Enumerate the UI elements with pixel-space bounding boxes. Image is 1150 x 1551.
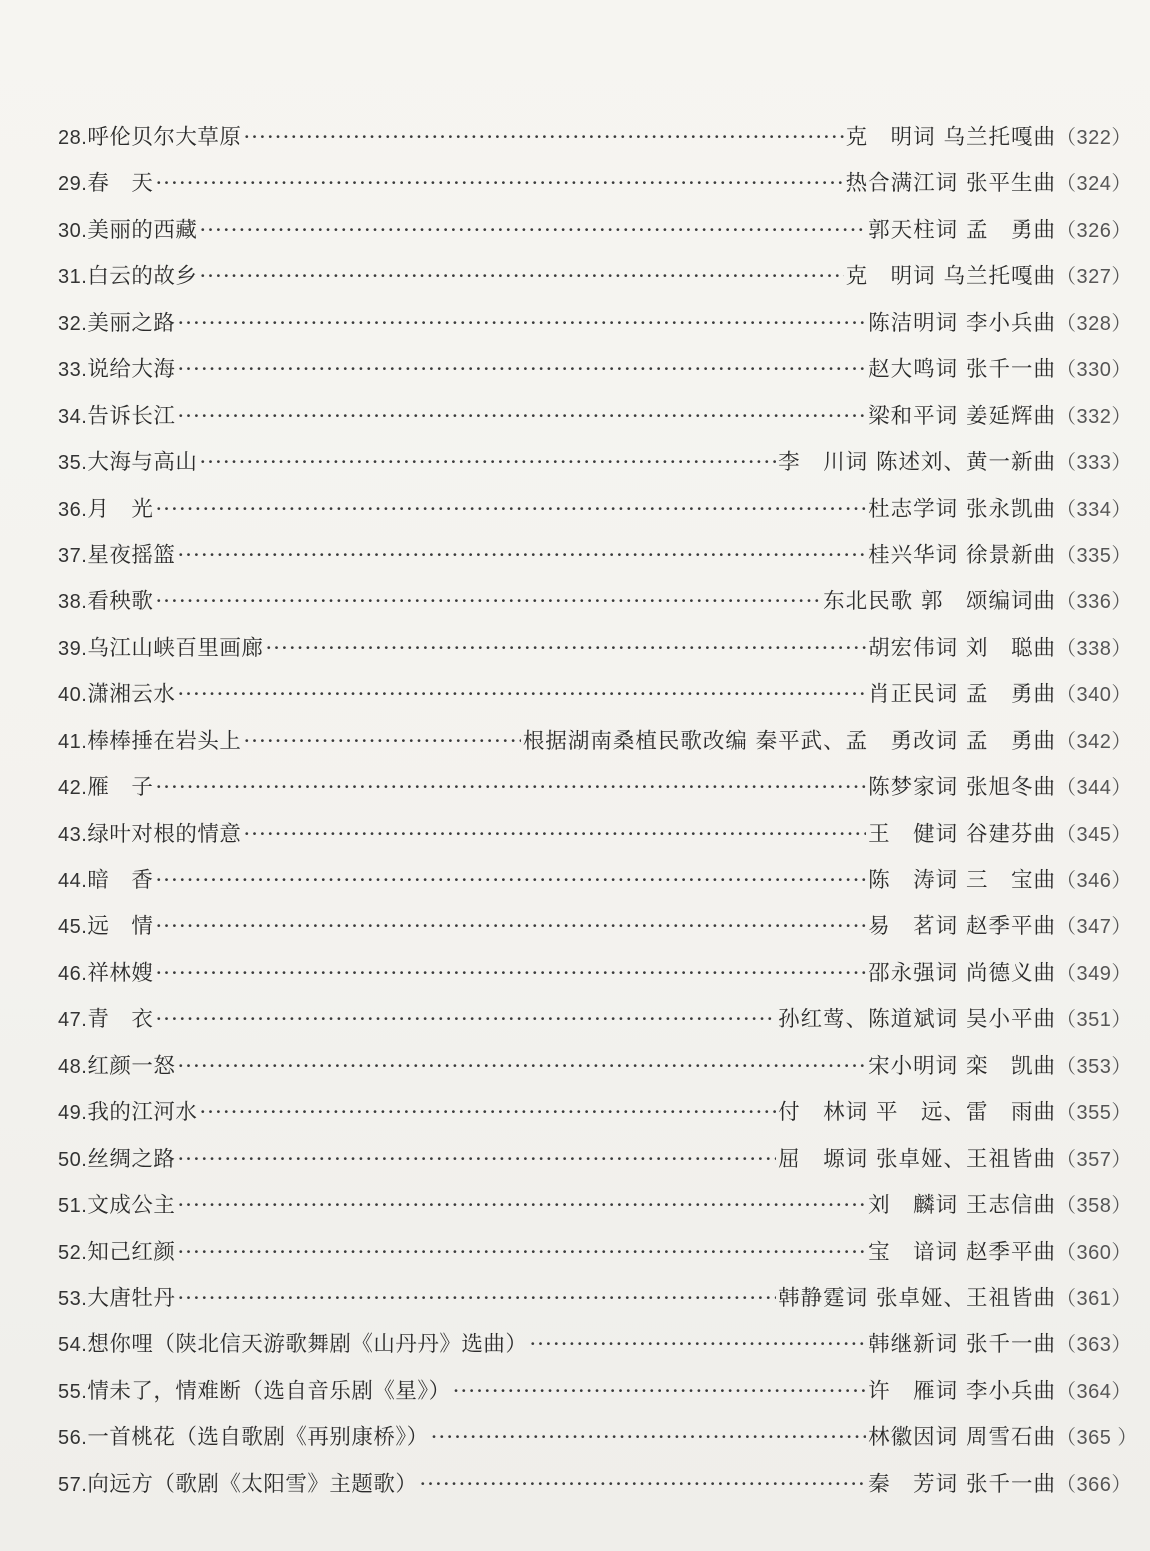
lyricist-composer: 东北民歌 郭 颂编词曲 — [823, 589, 1056, 615]
page-number: （334） — [1056, 498, 1132, 521]
dot-leader — [155, 951, 866, 997]
dot-leader — [431, 1415, 867, 1461]
lyricist-composer: 热合满江词 张平生曲 — [845, 171, 1056, 197]
page-number: （358） — [1056, 1195, 1132, 1218]
toc-entry — [58, 208, 1132, 254]
dot-leader — [155, 161, 843, 207]
dot-leader — [177, 672, 866, 718]
song-title: 远 情 — [87, 914, 154, 940]
song-title: 绿叶对根的情意 — [87, 821, 242, 847]
page-number: （364） — [1056, 1380, 1132, 1403]
entry-number: 34. — [58, 405, 88, 428]
dot-leader — [243, 719, 521, 765]
song-title: 青 衣 — [87, 1007, 154, 1033]
lyricist-composer: 郭天柱词 孟 勇曲 — [868, 217, 1056, 243]
toc-entry — [58, 904, 1132, 950]
song-title: 美丽之路 — [87, 310, 176, 336]
page-number: （357） — [1056, 1148, 1132, 1171]
song-title: 想你哩（陕北信天游歌舞剧《山丹丹》选曲） — [87, 1332, 528, 1358]
toc-entry — [58, 1415, 1138, 1461]
lyricist-composer: 屈 塬词 张卓娅、王祖皆曲 — [778, 1146, 1056, 1172]
song-title: 乌江山峡百里画廊 — [87, 635, 264, 661]
lyricist-composer: 宝 谙词 赵季平曲 — [868, 1239, 1056, 1265]
page-number: （347） — [1056, 916, 1132, 939]
page-number: （355） — [1056, 1102, 1132, 1125]
song-title: 祥林嫂 — [87, 960, 154, 986]
lyricist-composer: 林徽因词 周雪石曲 — [868, 1425, 1056, 1451]
page-number: （361） — [1056, 1287, 1132, 1310]
page-number: （322） — [1056, 127, 1132, 149]
entry-number: 32. — [58, 312, 88, 335]
entry-number: 42. — [58, 777, 88, 800]
lyricist-composer: 秦 芳词 张千一曲 — [868, 1471, 1056, 1497]
toc-entry — [58, 858, 1132, 904]
entry-number: 29. — [58, 173, 88, 196]
lyricist-composer: 梁和平词 姜延辉曲 — [868, 403, 1056, 429]
entry-number: 56. — [58, 1427, 88, 1450]
page-number: （365 ） — [1056, 1427, 1138, 1450]
entry-number: 50. — [58, 1148, 88, 1171]
entry-number: 43. — [58, 823, 88, 846]
page-number: （324） — [1056, 173, 1132, 196]
entry-number: 46. — [58, 962, 88, 985]
lyricist-composer: 克 明词 乌兰托嘎曲 — [845, 125, 1056, 150]
toc-entry — [58, 765, 1132, 811]
entry-number: 49. — [58, 1102, 88, 1125]
song-title: 暗 香 — [87, 868, 154, 893]
entry-number: 39. — [58, 637, 88, 660]
entry-number: 31. — [58, 266, 88, 289]
lyricist-composer: 付 林词 平 远、雷 雨曲 — [778, 1100, 1056, 1126]
toc-entry — [58, 440, 1132, 486]
entry-number: 44. — [58, 870, 88, 892]
toc-entry — [58, 1137, 1132, 1183]
toc-entry — [58, 1462, 1132, 1508]
lyricist-composer: 邵永强词 尚德义曲 — [868, 960, 1056, 986]
dot-leader — [177, 301, 866, 347]
dot-leader — [199, 254, 843, 300]
page-number: （326） — [1056, 219, 1132, 242]
dot-leader — [177, 533, 866, 579]
toc-entry — [58, 1183, 1132, 1229]
dot-leader — [177, 394, 866, 440]
dot-leader — [177, 347, 866, 393]
entry-number: 38. — [58, 591, 88, 614]
dot-leader — [199, 440, 776, 486]
page-number: （327） — [1056, 266, 1132, 289]
lyricist-composer: 克 明词 乌兰托嘎曲 — [845, 264, 1056, 290]
toc-entry — [58, 301, 1132, 347]
toc-entry — [58, 1044, 1132, 1090]
dot-leader — [177, 1230, 866, 1276]
song-title: 月 光 — [87, 496, 154, 522]
page-number: （345） — [1056, 823, 1132, 846]
lyricist-composer: 宋小明词 栾 凯曲 — [868, 1053, 1056, 1079]
lyricist-composer: 杜志学词 张永凯曲 — [868, 496, 1056, 522]
toc-entry — [58, 626, 1132, 672]
song-title: 大海与高山 — [87, 450, 198, 476]
toc-entry — [58, 812, 1132, 858]
song-title: 白云的故乡 — [87, 264, 198, 290]
toc-entry — [58, 487, 1132, 533]
dot-leader — [199, 1090, 776, 1136]
song-title: 春 天 — [87, 171, 154, 197]
page-number: （346） — [1056, 870, 1132, 892]
dot-leader — [177, 1044, 866, 1090]
toc-entry — [58, 161, 1132, 207]
dot-leader — [243, 115, 843, 161]
entry-number: 47. — [58, 1009, 88, 1032]
song-title: 美丽的西藏 — [87, 217, 198, 243]
song-title: 向远方（歌剧《太阳雪》主题歌） — [87, 1471, 418, 1497]
toc-entry — [58, 719, 1132, 765]
lyricist-composer: 肖正民词 孟 勇曲 — [868, 682, 1056, 708]
song-title: 看秧歌 — [87, 589, 154, 615]
dot-leader — [419, 1462, 866, 1508]
song-title: 红颜一怒 — [87, 1053, 176, 1079]
toc-entry — [58, 1276, 1132, 1322]
dot-leader — [243, 812, 866, 858]
page-number: （330） — [1056, 359, 1132, 382]
song-title: 知己红颜 — [87, 1239, 176, 1265]
toc-entry — [58, 533, 1132, 579]
entry-number: 41. — [58, 730, 88, 753]
song-title: 一首桃花（选自歌剧《再别康桥》） — [87, 1425, 429, 1451]
dot-leader — [177, 1137, 776, 1183]
page-number: （332） — [1056, 405, 1132, 428]
dot-leader — [155, 487, 866, 533]
entry-number: 57. — [58, 1473, 88, 1496]
page-number: （333） — [1056, 452, 1132, 475]
entry-number: 30. — [58, 219, 88, 242]
song-title: 我的江河水 — [87, 1100, 198, 1126]
song-title: 告诉长江 — [87, 403, 176, 429]
entry-number: 45. — [58, 916, 88, 939]
toc-entry — [58, 347, 1132, 393]
lyricist-composer: 赵大鸣词 张千一曲 — [868, 357, 1056, 383]
page-number: （342） — [1056, 730, 1132, 753]
page-number: （349） — [1056, 962, 1132, 985]
entry-number: 40. — [58, 684, 88, 707]
dot-leader — [155, 997, 776, 1043]
entry-number: 51. — [58, 1195, 88, 1218]
entry-number: 36. — [58, 498, 88, 521]
page-number: （363） — [1056, 1334, 1132, 1357]
page-number: （360） — [1056, 1241, 1132, 1264]
lyricist-composer: 胡宏伟词 刘 聪曲 — [868, 635, 1056, 661]
entry-number: 48. — [58, 1055, 88, 1078]
toc-entry — [58, 1322, 1132, 1368]
lyricist-composer: 刘 麟词 王志信曲 — [868, 1193, 1056, 1219]
lyricist-composer: 陈梦家词 张旭冬曲 — [868, 775, 1056, 801]
lyricist-composer: 孙红莺、陈道斌词 吴小平曲 — [778, 1007, 1056, 1033]
dot-leader — [155, 904, 866, 950]
dot-leader — [155, 858, 866, 904]
lyricist-composer: 陈 涛词 三 宝曲 — [868, 868, 1056, 893]
dot-leader — [265, 626, 866, 672]
toc-entry — [58, 115, 1132, 161]
entry-number: 37. — [58, 544, 88, 567]
song-title: 星夜摇篮 — [87, 542, 176, 568]
entry-number: 54. — [58, 1334, 88, 1357]
song-title: 潇湘云水 — [87, 682, 176, 708]
toc-entry — [58, 579, 1132, 625]
song-title: 呼伦贝尔大草原 — [87, 125, 242, 150]
dot-leader — [177, 1276, 776, 1322]
song-title: 文成公主 — [87, 1193, 176, 1219]
dot-leader — [177, 1183, 866, 1229]
toc-entry — [58, 672, 1132, 718]
page-number: （353） — [1056, 1055, 1132, 1078]
page-number: （336） — [1056, 591, 1132, 614]
lyricist-composer: 桂兴华词 徐景新曲 — [868, 542, 1056, 568]
page-number: （366） — [1056, 1473, 1132, 1496]
song-title: 丝绸之路 — [87, 1146, 176, 1172]
page-number: （351） — [1056, 1009, 1132, 1032]
lyricist-composer: 易 茗词 赵季平曲 — [868, 914, 1056, 940]
page-number: （338） — [1056, 637, 1132, 660]
entry-number: 35. — [58, 452, 88, 475]
toc-entry — [58, 254, 1132, 300]
song-title: 大唐牡丹 — [87, 1285, 176, 1311]
entry-number: 28. — [58, 127, 88, 149]
lyricist-composer: 韩继新词 张千一曲 — [868, 1332, 1056, 1358]
entry-number: 53. — [58, 1287, 88, 1310]
dot-leader — [453, 1369, 867, 1415]
lyricist-composer: 陈洁明词 李小兵曲 — [868, 310, 1056, 336]
entry-number: 52. — [58, 1241, 88, 1264]
page-number: （340） — [1056, 684, 1132, 707]
lyricist-composer: 根据湖南桑植民歌改编 秦平武、孟 勇改词 孟 勇曲 — [522, 728, 1056, 754]
dot-leader — [199, 208, 866, 254]
dot-leader — [155, 765, 866, 811]
song-title: 说给大海 — [87, 357, 176, 383]
page-number: （344） — [1056, 777, 1132, 800]
entry-number: 33. — [58, 359, 88, 382]
lyricist-composer: 王 健词 谷建芬曲 — [868, 821, 1056, 847]
song-title: 雁 子 — [87, 775, 154, 801]
toc-entry — [58, 394, 1132, 440]
toc-entry — [58, 997, 1132, 1043]
dot-leader — [529, 1322, 866, 1368]
song-title: 情未了，情难断（选自音乐剧《星》） — [87, 1378, 451, 1404]
toc-entry — [58, 1369, 1132, 1415]
lyricist-composer: 韩静霆词 张卓娅、王祖皆曲 — [778, 1285, 1056, 1311]
song-title: 棒棒捶在岩头上 — [87, 728, 242, 754]
toc-entry — [58, 951, 1132, 997]
page-number: （328） — [1056, 312, 1132, 335]
lyricist-composer: 许 雁词 李小兵曲 — [868, 1378, 1056, 1404]
entry-number: 55. — [58, 1380, 88, 1403]
lyricist-composer: 李 川词 陈述刘、黄一新曲 — [778, 450, 1056, 476]
page-number: （335） — [1056, 544, 1132, 567]
toc-entry — [58, 1090, 1132, 1136]
toc-entry — [58, 1230, 1132, 1276]
table-of-contents — [58, 115, 1138, 1508]
dot-leader — [155, 579, 821, 625]
